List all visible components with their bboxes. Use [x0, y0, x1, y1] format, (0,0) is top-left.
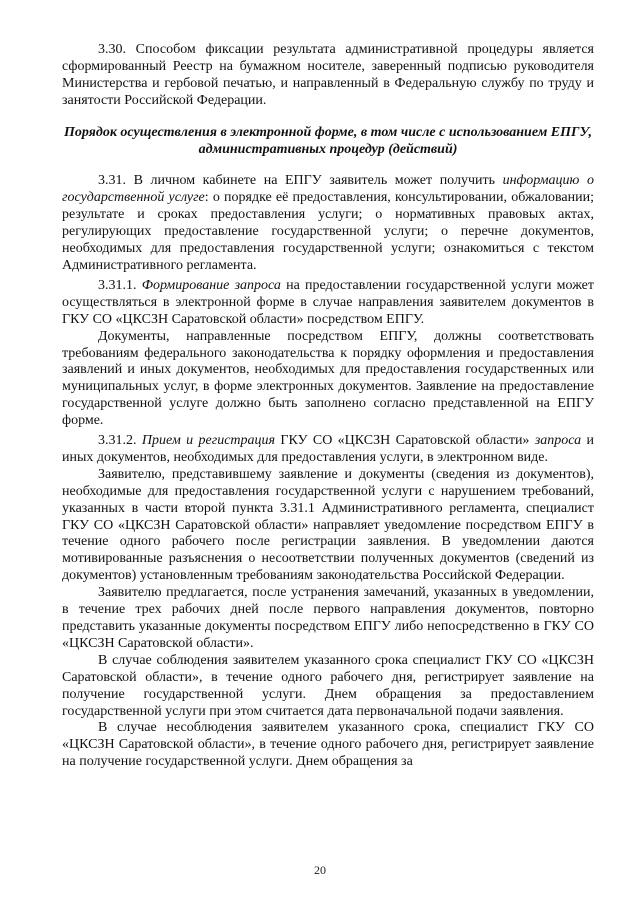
paragraph-3-31	[62, 173, 594, 274]
paragraph-3-31-2-text: ГКУ СО «ЦКСЗН Саратовской области»	[275, 433, 535, 449]
paragraph-notification: Заявителю, представившему заявление и документы (сведения из документов), необходимые для предоставления государственной услуги с нарушением требований, указанных в части второй пункта 3.31.1 Административного регламента, специалист ГКУ СО «ЦКСЗН Саратовской области» направляет уведомление посредством ЕПГУ в течение одного рабочего после регистрации заявления. В уведомлении даются мотивированные разъяснения о несоответствии полученных документов (сведений из документов) установленным требованиям законодательства Российской Федерации.	[62, 466, 594, 584]
paragraph-documents-requirements: Документы, направленные посредством ЕПГУ, должны соответствовать требованиям федерального законодательства к порядку оформления и предоставления заявлений и иных документов, необходимых для предоставления государственных или муниципальных услуг, в форме электронных документов. Заявление на предоставление государственной услуге должно быть заполнено согласно представленной на ЕПГУ форме.	[62, 328, 594, 429]
paragraph-3-31-1-text: на предоставлении государственной услуги может осуществляться в электронной форме в случае направления заявителем документов в ГКУ СО «ЦКСЗН Саратовской области» посредством ЕПГУ.	[62, 277, 595, 327]
paragraph-3-30: 3.30. Способом фиксации результата административной процедуры является сформированный Реестр на бумажном носителе, заверенный подписью руководителя Министерства и гербовой печатью, и направленный в Федеральную службу по труду и занятости Российской Федерации.	[62, 42, 594, 108]
paragraph-3-31-2-emphasis: Прием и регистрация	[141, 433, 276, 449]
page-body	[62, 42, 594, 771]
paragraph-3-31-2-emphasis-request: запроса	[534, 433, 582, 449]
paragraph-3-31-2-number: 3.31.2.	[98, 433, 142, 449]
page-number: 20	[314, 863, 326, 877]
paragraph-3-31-2-text-end: и иных документов, необходимых для предоставления услуги, в электронном виде.	[62, 433, 595, 465]
paragraph-3-31-1-number: 3.31.1.	[98, 277, 142, 293]
paragraph-3-31-text-end: : о порядке её предоставления, консультировании, обжаловании; результате и сроках предоставления услуги; о нормативных правовых актах, регулирующих предоставление государственной услуги; о перечне документов, необходимых для предоставления государственной услуги; ознакомиться с текстом Административного регламента.	[62, 190, 595, 273]
paragraph-3-31-emphasis: информацию о государственной услуге	[62, 173, 594, 206]
paragraph-deadline-met: В случае соблюдения заявителем указанного срока специалист ГКУ СО «ЦКСЗН Саратовской области», в течение одного рабочего дня, регистрирует заявление на получение государственной услуги. Днем обращения за предоставлением государственной услуги при этом считается дата первоначальной подачи заявления.	[62, 652, 594, 719]
paragraph-3-31-1-emphasis: Формирование запроса	[141, 277, 281, 293]
paragraph-3-31-2	[62, 433, 594, 467]
section-heading: Порядок осуществления в электронной форме, в том числе с использованием ЕПГУ, административных процедур (действий)	[63, 124, 593, 157]
paragraph-deadline-missed: В случае несоблюдения заявителем указанного срока, специалист ГКУ СО «ЦКСЗН Саратовской области», в течение одного рабочего дня, регистрирует заявление на получение государственной услуги. Днем обращения за	[62, 720, 594, 770]
paragraph-resubmission: Заявителю предлагается, после устранения замечаний, указанных в уведомлении, в течение трех рабочих дней после первого направления документов, повторно представить указанные документы посредством ЕПГУ либо непосредственно в ГКУ СО «ЦКСЗН Саратовской области».	[62, 585, 594, 651]
paragraph-3-31-1	[62, 278, 594, 329]
paragraph-3-31-text: 3.31. В личном кабинете на ЕПГУ заявитель может получить	[98, 173, 503, 189]
